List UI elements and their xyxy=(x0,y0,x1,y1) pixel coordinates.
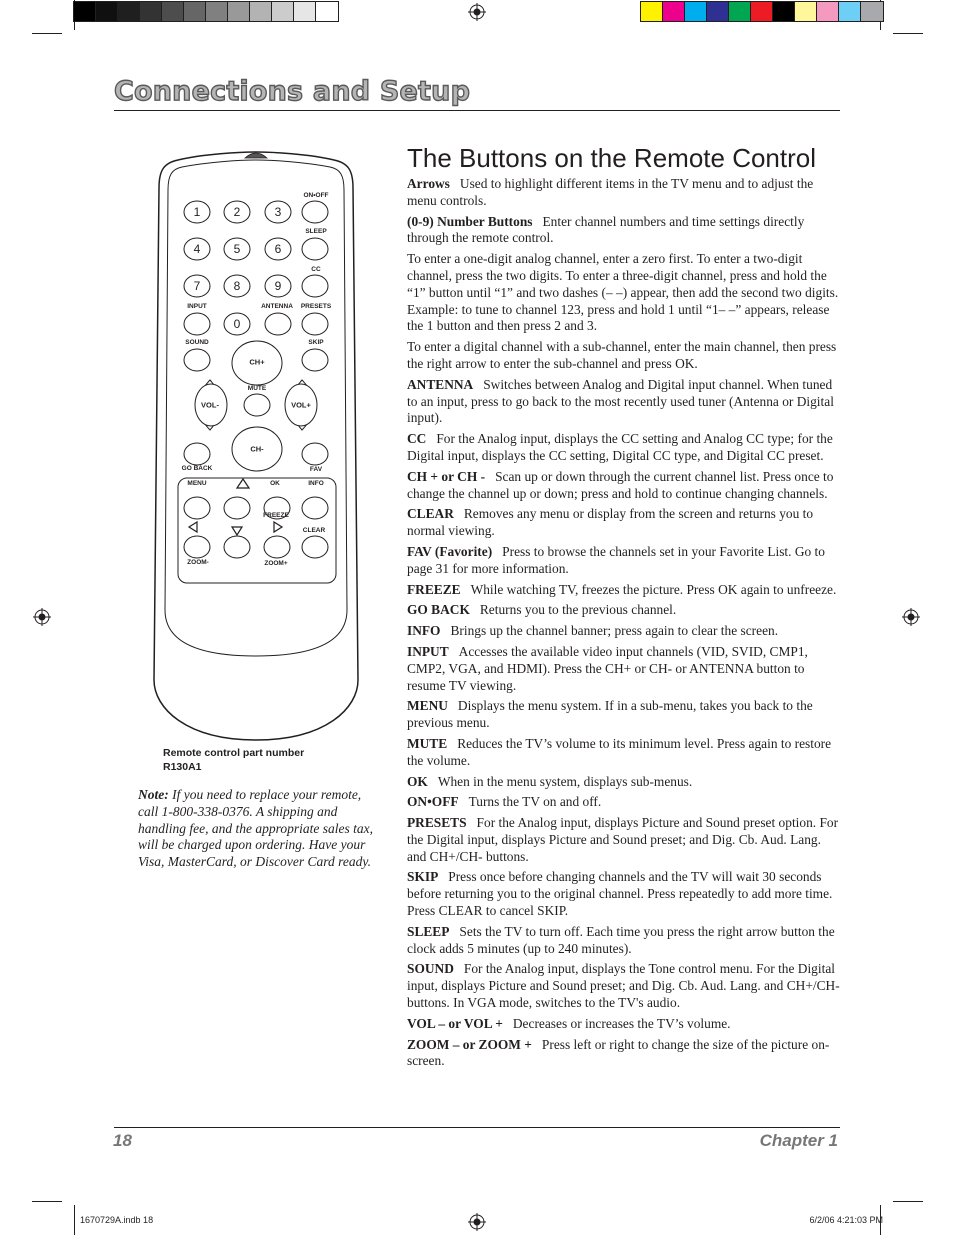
entry-text: Accesses the available video input channels (VID, SVID, CMP1, CMP2, VGA, and HDMI). Press the CH+ or CH- or ANTENNA button to resume TV viewing. xyxy=(407,643,808,693)
color-swatch xyxy=(641,2,663,21)
entry-term: VOL – or VOL + xyxy=(407,1015,503,1031)
entry-text: Sets the TV to turn off. Each time you press the right arrow button the clock adds 5 minutes (up to 240 minutes). xyxy=(407,923,835,956)
process-color-bar xyxy=(640,1,884,22)
entry-term: (0-9) Number Buttons xyxy=(407,213,533,229)
remote-label-skip: SKIP xyxy=(308,338,324,346)
entry-term: MUTE xyxy=(407,735,448,751)
remote-label-d9: 9 xyxy=(274,279,282,293)
remote-label-d5: 5 xyxy=(233,242,241,256)
remote-label-d6: 6 xyxy=(274,242,282,256)
remote-key-arrowdown xyxy=(224,536,250,558)
color-swatch xyxy=(663,2,685,21)
color-swatch xyxy=(685,2,707,21)
remote-label-d3: 3 xyxy=(274,205,282,219)
registration-mark-left-icon xyxy=(33,608,51,626)
description-entry xyxy=(407,377,843,427)
description-entry xyxy=(407,869,843,919)
remote-label-volplus: VOL+ xyxy=(291,400,311,410)
remote-label-menu: MENU xyxy=(187,479,207,487)
slug-timestamp: 6/2/06 4:21:03 PM xyxy=(809,1215,883,1225)
note-lead: Note: xyxy=(138,787,169,802)
remote-part-number: R130A1 xyxy=(163,761,202,773)
color-swatch xyxy=(206,2,228,21)
remote-label-fav: FAV xyxy=(309,465,323,473)
entry-term: FAV (Favorite) xyxy=(407,543,493,559)
remote-label-presets: PRESETS xyxy=(300,302,332,310)
entry-term: OK xyxy=(407,773,428,789)
entry-term: Arrows xyxy=(407,176,450,191)
color-swatch xyxy=(162,2,184,21)
description-entry xyxy=(407,698,843,732)
remote-label-chminus: CH- xyxy=(250,444,264,454)
color-swatch xyxy=(316,2,338,21)
color-swatch xyxy=(272,2,294,21)
registration-mark-bottom-icon xyxy=(468,1213,486,1231)
entry-term: ON•OFF xyxy=(407,794,459,810)
remote-key-sound xyxy=(184,349,210,371)
color-swatch xyxy=(861,2,883,21)
remote-key-fav xyxy=(302,443,328,465)
remote-label-chplus: CH+ xyxy=(249,357,265,367)
entry-text: Used to highlight different items in the TV menu and to adjust the menu controls. xyxy=(407,176,814,208)
remote-label-freeze: FREEZE xyxy=(263,511,289,519)
color-swatch xyxy=(74,2,96,21)
description-entry xyxy=(407,774,843,791)
remote-key-info xyxy=(302,497,328,519)
entry-term: MENU xyxy=(407,698,448,714)
remote-label-antenna: ANTENNA xyxy=(261,302,293,310)
grayscale-color-bar xyxy=(73,1,339,22)
button-descriptions xyxy=(407,176,843,1074)
description-entry xyxy=(407,736,843,770)
registration-mark-right-icon xyxy=(902,608,920,626)
remote-control-illustration xyxy=(148,150,364,742)
remote-label-d0: 0 xyxy=(233,317,241,331)
remote-key-skip xyxy=(302,349,328,371)
entry-text: While watching TV, freezes the picture. Press OK again to unfreeze. xyxy=(470,581,837,597)
description-entry xyxy=(407,794,843,811)
remote-label-zoomminus: ZOOM- xyxy=(187,558,209,566)
entry-text: Scan up or down through the current channel list. Press once to change the channel up or down; press and hold to continue changing channels. xyxy=(407,468,834,501)
entry-text: Reduces the TV’s volume to its minimum level. Press again to restore the volume. xyxy=(407,735,832,768)
description-entry xyxy=(407,623,843,640)
description-entry xyxy=(407,582,843,599)
footer-rule xyxy=(114,1127,840,1128)
remote-key-presets xyxy=(302,313,328,335)
page-number: 18 xyxy=(113,1131,132,1150)
entry-term: SKIP xyxy=(407,869,439,885)
entry-term: SOUND xyxy=(407,961,454,977)
remote-caption-line1: Remote control part number xyxy=(163,747,305,759)
remote-label-d4: 4 xyxy=(193,242,201,256)
description-entry xyxy=(407,214,843,248)
remote-label-volminus: VOL- xyxy=(201,400,219,410)
remote-key-menu xyxy=(184,497,210,519)
remote-key-zoomplus xyxy=(264,536,290,558)
entry-text: Returns you to the previous channel. xyxy=(479,602,677,618)
remote-key-zoomminus xyxy=(184,536,210,558)
remote-label-d7: 7 xyxy=(193,279,201,293)
entry-term: ANTENNA xyxy=(407,376,474,392)
description-entry xyxy=(407,506,843,540)
color-swatch xyxy=(795,2,817,21)
remote-key-antenna xyxy=(265,313,291,335)
remote-key-cc xyxy=(302,275,328,297)
page-heading: The Buttons on the Remote Control xyxy=(407,143,817,173)
note-text: If you need to replace your remote, call 1-800-338-0376. A shipping and handling fee, and the appropriate sales tax, will be charged upon ordering. Have your Visa, MasterCard, or Discover Card ready. xyxy=(138,787,373,870)
color-swatch xyxy=(140,2,162,21)
entry-text: To enter a digital channel with a sub-channel, enter the main channel, then press the right arrow to enter the sub-channel and press OK. xyxy=(407,339,837,371)
entry-text: Switches between Analog and Digital input channel. When tuned to an input, press to go back to the most recently used tuner (Antenna or Digital input). xyxy=(407,376,834,426)
description-entry xyxy=(407,251,843,335)
replacement-note xyxy=(138,787,378,871)
color-swatch xyxy=(707,2,729,21)
entry-text: Press left or right to change the size of the picture on-screen. xyxy=(407,1036,830,1069)
color-swatch xyxy=(773,2,795,21)
remote-label-sound: SOUND xyxy=(185,338,209,346)
entry-text: Displays the menu system. If in a sub-menu, takes you back to the previous menu. xyxy=(407,698,813,731)
slug-filename: 1670729A.indb 18 xyxy=(80,1215,154,1225)
remote-key-onoff xyxy=(302,201,328,223)
description-entry xyxy=(407,961,843,1011)
color-swatch xyxy=(294,2,316,21)
entry-term: INFO xyxy=(407,623,441,639)
remote-label-d1: 1 xyxy=(193,205,201,219)
entry-text: For the Analog input, displays the CC setting and Analog CC type; for the Digital input, displays the CC setting, Digital CC type, and Digital CC preset. xyxy=(407,431,833,463)
entry-term: SLEEP xyxy=(407,923,450,939)
remote-label-d8: 8 xyxy=(233,279,241,293)
color-swatch xyxy=(751,2,773,21)
remote-key-clear xyxy=(302,536,328,558)
remote-label-zoomplus: ZOOM+ xyxy=(264,559,288,567)
remote-key-sleep xyxy=(302,238,328,260)
entry-text: Press to browse the channels set in your Favorite List. Go to page 31 for more information. xyxy=(407,543,825,576)
description-entry xyxy=(407,602,843,619)
description-entry xyxy=(407,815,843,865)
entry-term: CC xyxy=(407,431,427,447)
entry-text: For the Analog input, displays Picture and Sound preset option. For the Digital input, displays Picture and Sound preset; and Dig. Cb. Aud. Lang. and CH+/CH- buttons. xyxy=(407,815,839,864)
header-rule xyxy=(114,110,840,111)
description-entry xyxy=(407,176,843,210)
chapter-label: Chapter 1 xyxy=(759,1131,838,1150)
entry-text: Decreases or increases the TV’s volume. xyxy=(512,1015,731,1031)
description-entry xyxy=(407,339,843,373)
description-entry xyxy=(407,431,843,465)
remote-label-ok: OK xyxy=(270,479,280,487)
description-entry xyxy=(407,1037,843,1071)
description-entry xyxy=(407,644,843,694)
color-swatch xyxy=(839,2,861,21)
section-title: Connections and Setup xyxy=(114,76,471,107)
entry-text: Brings up the channel banner; press again to clear the screen. xyxy=(450,623,779,639)
entry-text: Turns the TV on and off. xyxy=(468,794,602,810)
entry-term: ZOOM – or ZOOM + xyxy=(407,1036,532,1052)
remote-key-goback xyxy=(184,443,210,465)
remote-label-cc: CC xyxy=(311,265,321,273)
remote-key-input xyxy=(184,313,210,335)
remote-label-onoff: ON•OFF xyxy=(303,191,329,199)
remote-key-mute xyxy=(244,394,270,416)
color-swatch xyxy=(228,2,250,21)
remote-label-info: INFO xyxy=(308,479,324,487)
remote-label-mute: MUTE xyxy=(247,384,267,392)
entry-text: Press once before changing channels and the TV will wait 30 seconds before returning you to the original channel. Press repeatedly to add more time. Press CLEAR to cancel SKIP. xyxy=(407,869,833,919)
remote-label-clear: CLEAR xyxy=(302,526,326,534)
entry-text: For the Analog input, displays the Tone control menu. For the Digital input, displays Picture and Sound preset; and Dig. Cb. Aud. Lang. and CH+/CH- buttons. In VGA mode, switches to the TV's audio. xyxy=(407,961,840,1011)
description-entry xyxy=(407,1016,843,1033)
color-swatch xyxy=(250,2,272,21)
description-entry xyxy=(407,924,843,958)
entry-term: FREEZE xyxy=(407,581,461,597)
entry-term: CLEAR xyxy=(407,506,454,522)
remote-label-input: INPUT xyxy=(187,302,207,310)
remote-key-arrowup xyxy=(224,497,250,519)
color-swatch xyxy=(118,2,140,21)
entry-term: INPUT xyxy=(407,643,449,659)
description-entry xyxy=(407,544,843,578)
entry-text: Enter channel numbers and time settings directly through the remote control. xyxy=(407,213,805,246)
remote-label-goback: GO BACK xyxy=(181,464,213,472)
remote-label-d2: 2 xyxy=(233,205,241,219)
entry-term: GO BACK xyxy=(407,602,470,618)
color-swatch xyxy=(817,2,839,21)
entry-text: When in the menu system, displays sub-menus. xyxy=(437,773,693,789)
entry-text: To enter a one-digit analog channel, enter a zero first. To enter a two-digit channel, press the two digits. To enter a three-digit channel, press and hold the “1” button until “1” and two dashes (– –) appear, then add the second two digits. Example: to tune to channel 123, press and hold 1 until “1– –” appears, release the 1 button and then press 2 and 3. xyxy=(407,251,839,334)
description-entry xyxy=(407,469,843,503)
entry-term: CH + or CH - xyxy=(407,468,486,484)
color-swatch xyxy=(729,2,751,21)
color-swatch xyxy=(96,2,118,21)
entry-term: PRESETS xyxy=(407,815,467,831)
registration-mark-top-icon xyxy=(468,3,486,21)
color-swatch xyxy=(184,2,206,21)
entry-text: Removes any menu or display from the screen and returns you to normal viewing. xyxy=(407,506,814,539)
remote-caption xyxy=(163,746,304,774)
remote-label-sleep: SLEEP xyxy=(305,227,327,235)
